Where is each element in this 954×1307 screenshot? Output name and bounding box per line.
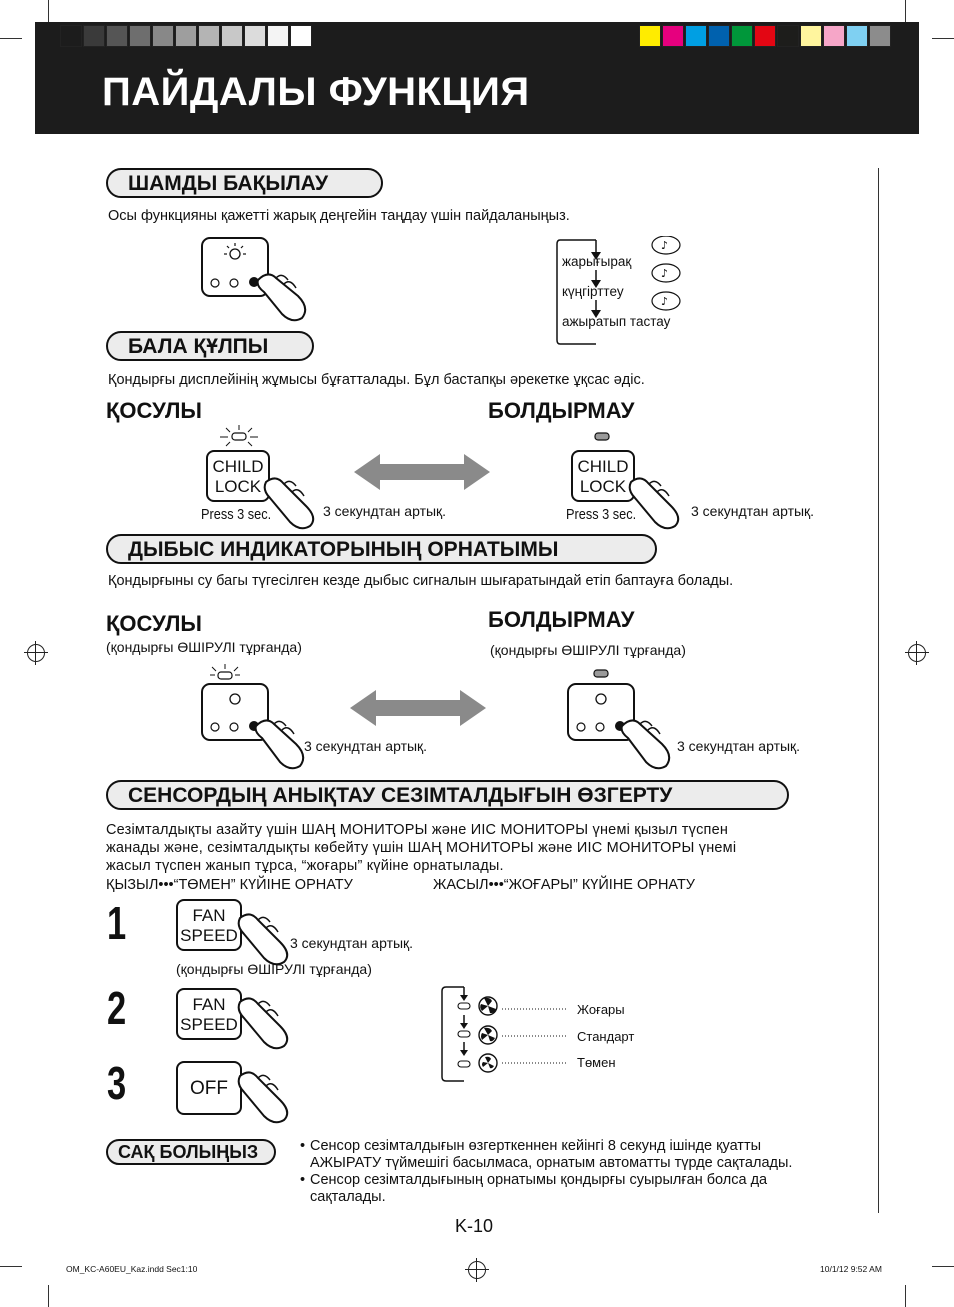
svg-text:♪: ♪ — [661, 295, 669, 308]
child-lock-button-line1: CHILD — [577, 457, 629, 476]
off-button[interactable]: OFF — [176, 1061, 242, 1115]
margin-rule — [878, 168, 879, 1213]
child-lock-description: Қондырғы дисплейінің жұмысы бұғатталады. Бұл бастапқы әрекетке ұқсас әдіс. — [108, 372, 645, 388]
color-swatch — [731, 25, 753, 47]
crop-mark — [0, 1266, 22, 1267]
color-swatch — [267, 25, 289, 47]
color-swatch — [152, 25, 174, 47]
child-lock-button-off[interactable] — [571, 450, 635, 502]
child-lock-button-line2: LOCK — [579, 477, 627, 496]
registration-mark-icon — [27, 644, 45, 662]
fan-speed-line2: SPEED — [180, 926, 238, 945]
step-number: 1 — [107, 897, 127, 949]
sensor-description-line: Сезімталдықты азайту үшін ШАҢ МОНИТОРЫ және ИІС МОНИТОРЫ үнемі қызыл түспен — [106, 822, 729, 838]
caution-line: Сенсор сезімталдығын өзгерткеннен кейінгі 8 секунд ішінде қуатты — [310, 1138, 762, 1154]
child-lock-button-line1: CHILD — [212, 457, 264, 476]
crop-mark — [932, 1266, 954, 1267]
child-lock-on-label: ҚОСУЛЫ — [106, 398, 202, 423]
fan-level-standard: Стандарт — [577, 1029, 635, 1044]
color-swatch — [823, 25, 845, 47]
caution-bullet: • Сенсор сезімталдығын өзгерткеннен кейінгі 8 секунд ішінде қуатты АЖЫРАТУ түймешігі басылмаса, орнатым автоматты түрде сақталады. — [300, 1138, 848, 1172]
color-swatch — [83, 25, 105, 47]
finger-press-icon — [236, 996, 294, 1052]
color-swatch — [106, 25, 128, 47]
color-swatch — [800, 25, 822, 47]
sound-off-label: БОЛДЫРМАУ — [488, 607, 635, 632]
footer-date: 10/1/12 9:52 AM — [820, 1264, 882, 1274]
section-heading-sound: ДЫБЫС ИНДИКАТОРЫНЫҢ ОРНАТЫМЫ — [106, 534, 657, 564]
section-heading-sensor: СЕНСОРДЫҢ АНЫҚТАУ СЕЗІМТАЛДЫҒЫН ӨЗГЕРТУ — [106, 780, 789, 810]
caution-line: сақталады. — [310, 1189, 386, 1205]
registration-mark-icon — [908, 644, 926, 662]
fan-level-low: Төмен — [577, 1055, 616, 1070]
sensor-description-line: жасыл түспен жанып тұрса, “жоғары” күйіне орнатылады. — [106, 858, 504, 874]
color-swatch — [708, 25, 730, 47]
registration-mark-icon — [468, 1261, 486, 1279]
fan-speed-button[interactable] — [176, 899, 242, 951]
lamp-step-dimmer: күңгірттеу — [562, 284, 624, 299]
sensor-description — [106, 821, 846, 875]
color-swatch — [662, 25, 684, 47]
fan-level-cycle-diagram — [440, 985, 580, 1085]
color-swatch — [754, 25, 776, 47]
step-number: 2 — [107, 982, 127, 1034]
fan-speed-line1: FAN — [192, 906, 226, 925]
child-lock-button-line2: LOCK — [214, 477, 262, 496]
finger-press-icon — [627, 476, 685, 532]
fan-level-high: Жоғары — [577, 1002, 625, 1017]
step-number: 3 — [107, 1057, 127, 1109]
caution-list — [300, 1138, 848, 1206]
color-swatch — [846, 25, 868, 47]
indicator-lit-icon — [218, 424, 262, 448]
fan-speed-line2: SPEED — [180, 1015, 238, 1034]
press-label: Press 3 sec. — [566, 506, 637, 523]
sound-hold-off: 3 секундтан артық. — [677, 738, 801, 754]
color-swatch — [290, 25, 312, 47]
child-lock-hold-on: 3 секундтан артық. — [323, 503, 447, 519]
lamp-description: Осы функцияны қажетті жарық деңгейін таңдау үшін пайдаланыңыз. — [108, 208, 570, 224]
crop-mark — [48, 0, 49, 22]
svg-text:♪: ♪ — [661, 239, 669, 252]
section-heading-lamp: ШАМДЫ БАҚЫЛАУ — [106, 168, 383, 198]
sensor-red-mode: ҚЫЗЫЛ•••“ТӨМЕН” КҮЙІНЕ ОРНАТУ — [106, 877, 353, 893]
sensor-green-mode: ЖАСЫЛ•••“ЖОҒАРЫ” КҮЙІНЕ ОРНАТУ — [433, 877, 696, 893]
sensor-off-note: (қондырғы ӨШІРУЛІ тұрғанда) — [176, 961, 372, 977]
color-swatch — [129, 25, 151, 47]
svg-text:♪: ♪ — [661, 267, 669, 280]
color-swatch — [869, 25, 891, 47]
caution-heading: САҚ БОЛЫҢЫЗ — [106, 1139, 276, 1165]
sensor-description-line: жанады және, сезімталдықты көбейту үшін ШАҢ МОНИТОРЫ және ИІС МОНИТОРЫ үнемі — [106, 840, 737, 856]
color-swatch — [198, 25, 220, 47]
crop-mark — [905, 1285, 906, 1307]
footer-file-info: OM_KC-A60EU_Kaz.indd Sec1:10 — [66, 1264, 198, 1274]
crop-mark — [48, 1285, 49, 1307]
sound-description: Қондырғыны су багы түгесілген кезде дыбыс сигналын шығаратындай етіп баптауға болады. — [108, 573, 734, 589]
lamp-step-brighter: жарығырақ — [562, 254, 632, 269]
double-arrow-icon — [354, 452, 490, 492]
color-swatch — [244, 25, 266, 47]
fan-speed-line1: FAN — [192, 995, 226, 1014]
lamp-control-panel-illustration — [198, 234, 313, 324]
child-lock-hold-off: 3 секундтан артық. — [691, 503, 815, 519]
finger-press-icon — [236, 912, 294, 968]
fan-speed-button[interactable] — [176, 988, 242, 1040]
color-swatch — [639, 25, 661, 47]
crop-mark — [932, 38, 954, 39]
sound-hold-on: 3 секундтан артық. — [304, 738, 428, 754]
finger-press-icon — [262, 476, 320, 532]
caution-bullet: • Сенсор сезімталдығының орнатымы қондырғы суырылған болса да сақталады. — [300, 1172, 848, 1206]
page-number: K-10 — [455, 1216, 494, 1236]
crop-mark — [0, 38, 22, 39]
sound-on-panel-illustration — [200, 664, 315, 774]
sound-on-label: ҚОСУЛЫ — [106, 611, 202, 636]
sound-off-note: (қондырғы ӨШІРУЛІ тұрғанда) — [490, 642, 686, 658]
lamp-step-off: ажыратып тастау — [562, 314, 671, 329]
press-label: Press 3 sec. — [201, 506, 272, 523]
indicator-off-icon — [590, 430, 614, 444]
color-swatch — [685, 25, 707, 47]
sound-off-panel-illustration — [566, 664, 681, 774]
sensor-hold-text: 3 секундтан артық. — [290, 935, 414, 951]
color-swatch — [60, 25, 82, 47]
color-swatch — [221, 25, 243, 47]
child-lock-off-label: БОЛДЫРМАУ — [488, 398, 635, 423]
caution-line: Сенсор сезімталдығының орнатымы қондырғы суырылған болса да — [310, 1172, 768, 1188]
sound-on-note: (қондырғы ӨШІРУЛІ тұрғанда) — [106, 639, 302, 655]
crop-mark — [905, 0, 906, 22]
caution-line: АЖЫРАТУ түймешігі басылмаса, орнатым автоматты түрде сақталады. — [310, 1155, 793, 1171]
color-swatch — [777, 25, 799, 47]
finger-press-icon — [236, 1070, 294, 1126]
section-heading-child-lock: БАЛА ҚҰЛПЫ — [106, 331, 314, 361]
color-swatch — [175, 25, 197, 47]
child-lock-button[interactable] — [206, 450, 270, 502]
page-title: ПАЙДАЛЫ ФУНКЦИЯ — [102, 70, 530, 114]
double-arrow-icon — [350, 688, 486, 728]
